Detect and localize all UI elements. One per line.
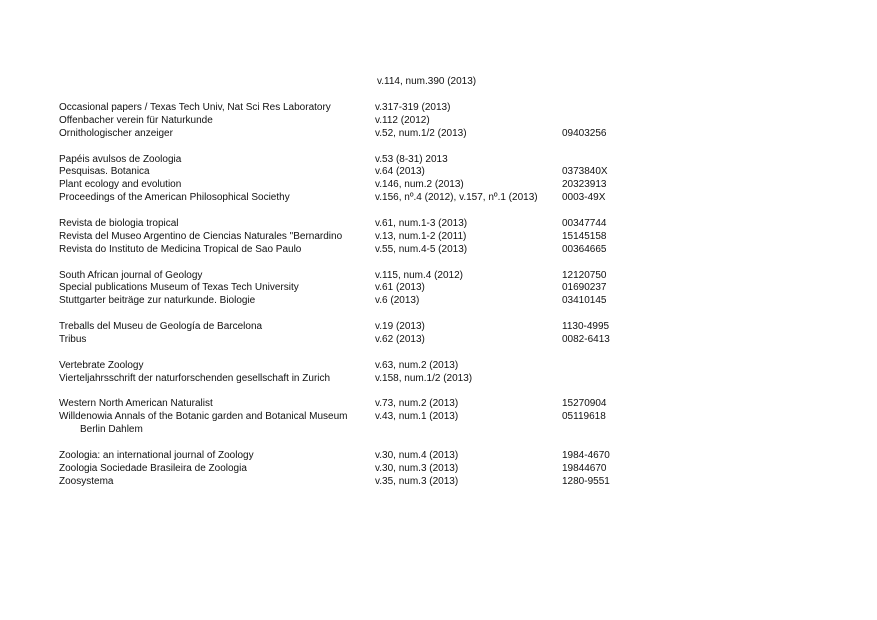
- volume-issue: v.146, num.2 (2013): [375, 179, 464, 191]
- table-row: [59, 244, 759, 257]
- continued-volume-line: v.114, num.390 (2013): [377, 76, 477, 87]
- volume-issue: v.19 (2013): [375, 321, 425, 333]
- issn: 1130-4995: [562, 321, 610, 333]
- table-row: [59, 373, 759, 386]
- journal-title: Vierteljahrsschrift der naturforschenden gesellschaft in Zurich: [59, 372, 331, 384]
- journal-title: Treballs del Museu de Geología de Barcelona: [59, 321, 263, 333]
- issn: 0082-6413: [562, 334, 610, 346]
- journal-title: [59, 411, 364, 437]
- issn: 03410145: [562, 295, 607, 307]
- issn: 15270904: [562, 398, 607, 410]
- volume-issue: v.35, num.3 (2013): [375, 475, 459, 487]
- volume-issue: v.73, num.2 (2013): [375, 398, 459, 410]
- table-row: [59, 411, 759, 437]
- journal-title: Offenbacher verein für Naturkunde: [59, 114, 213, 126]
- volume-issue: v.62 (2013): [375, 334, 425, 346]
- volume-issue: v.317-319 (2013): [375, 102, 451, 113]
- journal-title: Special publications Museum of Texas Tech University: [59, 282, 299, 294]
- table-row: [59, 476, 759, 489]
- table-row: [59, 128, 759, 141]
- table-row: [59, 450, 759, 463]
- table-row: [59, 270, 759, 283]
- table-row: [59, 282, 759, 295]
- journal-title: Revista del Museo Argentino de Ciencias Naturales "Bernardino: [59, 230, 343, 242]
- issn: 00364665: [562, 243, 607, 255]
- journal-title: Revista do Instituto de Medicina Tropical de Sao Paulo: [59, 243, 302, 255]
- issn: 0373840X: [562, 166, 608, 178]
- volume-issue: v.30, num.4 (2013): [375, 450, 459, 462]
- journal-title: Zoologia Sociedade Brasileira de Zoologia: [59, 462, 247, 474]
- volume-issue: v.53 (8-31) 2013: [375, 153, 448, 165]
- table-row: [59, 166, 759, 179]
- journal-holdings-table: [59, 102, 759, 489]
- volume-issue: v.30, num.3 (2013): [375, 462, 459, 474]
- journal-title-continuation: Berlin Dahlem: [80, 424, 143, 436]
- issn: 0003-49X: [562, 192, 606, 204]
- volume-issue: v.55, num.4-5 (2013): [375, 243, 468, 255]
- table-row: [59, 360, 759, 373]
- journal-title: Zoologia: an international journal of Zoology: [59, 450, 254, 462]
- journal-title: Revista de biologia tropical: [59, 218, 179, 230]
- issn: 12120750: [562, 269, 607, 281]
- journal-title: Tribus: [59, 334, 87, 346]
- table-row: [59, 231, 759, 244]
- issn: 00347744: [562, 218, 607, 230]
- volume-issue: v.43, num.1 (2013): [375, 411, 459, 423]
- issn: 09403256: [562, 127, 607, 139]
- table-row: [59, 334, 759, 347]
- volume-issue: v.156, nº.4 (2012), v.157, nº.1 (2013): [375, 192, 538, 204]
- volume-issue: v.158, num.1/2 (2013): [375, 372, 473, 384]
- issn: 01690237: [562, 282, 607, 294]
- issn: 19844670: [562, 462, 607, 474]
- volume-issue: v.6 (2013): [375, 295, 420, 307]
- volume-issue: v.64 (2013): [375, 166, 425, 178]
- volume-issue: v.13, num.1-2 (2011): [375, 230, 467, 242]
- volume-issue: v.63, num.2 (2013): [375, 359, 459, 371]
- table-row: [59, 154, 759, 167]
- journal-title: Ornithologischer anzeiger: [59, 127, 173, 139]
- table-row: [59, 321, 759, 334]
- volume-issue: v.61, num.1-3 (2013): [375, 218, 468, 230]
- journal-title: Papéis avulsos de Zoologia: [59, 153, 182, 165]
- journal-title: Plant ecology and evolution: [59, 179, 182, 191]
- issn: 05119618: [562, 411, 606, 423]
- issn: 15145158: [562, 230, 607, 242]
- journal-title: South African journal of Geology: [59, 269, 203, 281]
- issn: 20323913: [562, 179, 607, 191]
- volume-issue: v.115, num.4 (2012): [375, 269, 464, 281]
- journal-title: Vertebrate Zoology: [59, 359, 144, 371]
- table-row: [59, 398, 759, 411]
- table-row: [59, 179, 759, 192]
- volume-issue: v.61 (2013): [375, 282, 425, 294]
- table-row: [59, 218, 759, 231]
- journal-title: Proceedings of the American Philosophical Societhy: [59, 192, 290, 204]
- table-row: [59, 295, 759, 308]
- table-row: [59, 102, 759, 115]
- table-row: [59, 463, 759, 476]
- issn: 1984-4670: [562, 450, 610, 462]
- issn: 1280-9551: [562, 475, 610, 487]
- journal-title: Zoosystema: [59, 475, 114, 487]
- table-row: [59, 115, 759, 128]
- volume-issue: v.52, num.1/2 (2013): [375, 127, 467, 139]
- journal-title: Pesquisas. Botanica: [59, 166, 150, 178]
- journal-title: Occasional papers / Texas Tech Univ, Nat Sci Res Laboratory: [59, 102, 331, 113]
- journal-title: Stuttgarter beiträge zur naturkunde. Biologie: [59, 295, 256, 307]
- journal-title-line: Willdenowia Annals of the Botanic garden and Botanical Museum: [59, 411, 348, 423]
- volume-issue: v.112 (2012): [375, 114, 430, 126]
- table-row: [59, 192, 759, 205]
- journal-title: Western North American Naturalist: [59, 398, 213, 410]
